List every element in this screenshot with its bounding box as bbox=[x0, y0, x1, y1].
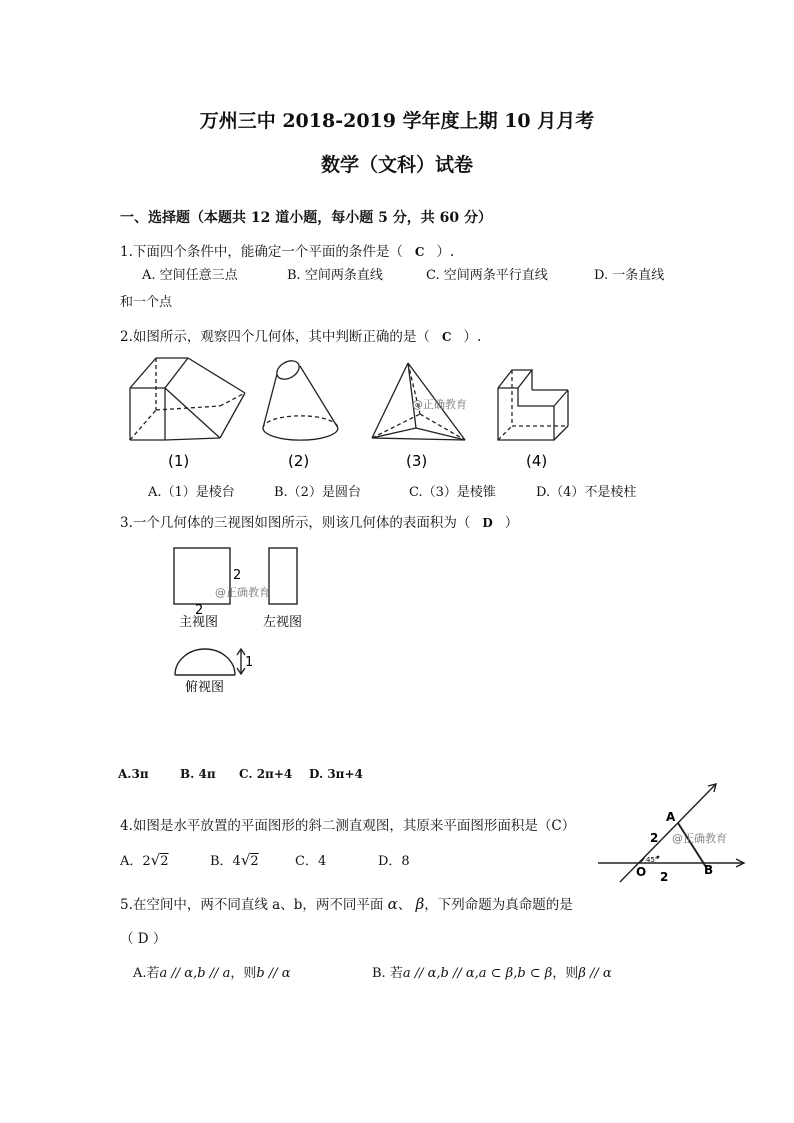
beta-symbol: β bbox=[415, 895, 425, 913]
q5-sep: 、 bbox=[397, 897, 412, 913]
q5-option-a-pre: A.若 bbox=[133, 966, 160, 981]
point-a-label: A bbox=[666, 810, 676, 824]
left-view-label: 左视图 bbox=[263, 615, 303, 630]
q2-solids-figure bbox=[120, 348, 580, 473]
q1-option-d-wrap: 和一个点 bbox=[120, 295, 173, 310]
q3-dim-2-bottom: 2 bbox=[195, 603, 204, 618]
q2-option-a: A.（1）是棱台 bbox=[148, 485, 235, 500]
q2-answer: C bbox=[441, 330, 452, 344]
figure-label-2: (2) bbox=[288, 452, 310, 470]
figure-label-4: (4) bbox=[526, 452, 548, 470]
q5-option-b-cond: a // α,b // α,a ⊂ β,b ⊂ β bbox=[402, 966, 553, 981]
q4-option-b bbox=[210, 850, 259, 869]
q3-stem-pre: 3.一个几何体的三视图如图所示，则该几何体的表面积为（ bbox=[120, 515, 471, 531]
q5-option-b bbox=[372, 962, 612, 981]
solid-2-figure bbox=[263, 357, 338, 440]
q3-option-a: A.3π bbox=[118, 767, 149, 781]
q2-watermark: @正确教育 bbox=[412, 398, 467, 411]
q4-watermark: @正确教育 bbox=[672, 832, 727, 845]
q1-option-d: D. 一条直线 bbox=[594, 268, 665, 283]
q5-option-b-then: ，则 bbox=[552, 966, 579, 981]
q4-option-b-root: 2 bbox=[250, 854, 259, 869]
question-4-stem: 4.如图是水平放置的平面图形的斜二测直观图，其原来平面图形面积是（C） bbox=[120, 818, 576, 834]
q3-watermark: @正确教育 bbox=[215, 586, 270, 599]
figure-label-1: (1) bbox=[168, 452, 190, 470]
q1-option-c: C. 空间两条平行直线 bbox=[426, 268, 548, 283]
q5-stem-post: ，下列命题为真命题的是 bbox=[424, 897, 573, 913]
exam-subtitle: 数学（文科）试卷 bbox=[320, 154, 473, 176]
figure-label-3: (3) bbox=[406, 452, 428, 470]
q3-stem-post: ） bbox=[504, 515, 519, 531]
q3-dim-1: 1 bbox=[245, 655, 254, 670]
q2-option-b: B.（2）是圆台 bbox=[274, 485, 361, 500]
q3-dim-2-side: 2 bbox=[233, 568, 242, 583]
angle-label: 45° bbox=[646, 856, 659, 864]
front-view-label: 主视图 bbox=[179, 615, 219, 630]
q3-option-d: D. 3π+4 bbox=[309, 767, 363, 781]
q5-stem-pre: 5.在空间中，两不同直线 a、b，两不同平面 bbox=[120, 897, 384, 913]
q1-option-b: B. 空间两条直线 bbox=[287, 268, 383, 283]
length-ob-label: 2 bbox=[660, 870, 669, 884]
length-oa-label: 2 bbox=[650, 831, 659, 845]
top-view-label: 俯视图 bbox=[185, 680, 225, 695]
solid-4-figure bbox=[498, 370, 568, 440]
left-view-rect bbox=[269, 548, 297, 604]
q2-stem-pre: 2.如图所示，观察四个几何体，其中判断正确的是（ bbox=[120, 329, 430, 345]
q1-answer: C bbox=[414, 245, 425, 259]
q4-option-d: D．8 bbox=[378, 854, 410, 869]
sqrt-icon: √ bbox=[240, 851, 251, 869]
q4-option-a-root: 2 bbox=[160, 854, 169, 869]
question-5-stem bbox=[120, 893, 573, 913]
q5-option-b-concl: β // α bbox=[578, 966, 612, 981]
q5-option-b-pre: B. 若 bbox=[372, 966, 403, 981]
q4-option-a-label: A．2 bbox=[120, 854, 151, 869]
q4-option-a bbox=[120, 850, 169, 869]
q5-option-a-concl: b // α bbox=[256, 966, 291, 981]
q1-option-a: A. 空间任意三点 bbox=[142, 268, 238, 283]
question-3-stem bbox=[120, 511, 518, 531]
section-heading: 一、选择题（本题共 12 道小题，每小题 5 分，共 60 分） bbox=[120, 210, 492, 226]
q4-oblique-figure bbox=[592, 778, 754, 890]
sqrt-icon: √ bbox=[150, 851, 161, 869]
q2-option-d: D.（4）不是棱柱 bbox=[536, 485, 637, 500]
q2-stem-post: ）. bbox=[463, 329, 482, 345]
q4-option-b-label: B．4 bbox=[210, 854, 241, 869]
q2-option-c: C.（3）是棱锥 bbox=[409, 485, 496, 500]
q3-three-views-figure bbox=[165, 540, 315, 695]
q5-option-a bbox=[133, 962, 290, 981]
q1-stem-post: ）. bbox=[436, 244, 455, 260]
q3-option-b: B. 4π bbox=[180, 767, 216, 781]
q1-stem-pre: 1.下面四个条件中，能确定一个平面的条件是（ bbox=[120, 244, 403, 260]
point-o-label: O bbox=[636, 865, 647, 879]
q4-option-c: C．4 bbox=[295, 854, 327, 869]
q5-option-a-then: ，则 bbox=[230, 966, 257, 981]
question-2-stem bbox=[120, 325, 481, 345]
question-1-stem bbox=[120, 240, 454, 260]
q5-option-a-cond: a // α,b // a bbox=[159, 966, 231, 981]
top-view-arc bbox=[175, 649, 235, 675]
alpha-symbol: α bbox=[387, 895, 398, 913]
solid-1-figure bbox=[130, 358, 245, 440]
q3-answer: D bbox=[482, 516, 493, 530]
point-b-label: B bbox=[704, 863, 714, 877]
q5-answer-line: （ D ） bbox=[120, 931, 167, 947]
exam-title: 万州三中 2018-2019 学年度上期 10 月月考 bbox=[199, 110, 595, 132]
q3-option-c: C. 2π+4 bbox=[239, 767, 293, 781]
segment-AB bbox=[678, 823, 706, 867]
